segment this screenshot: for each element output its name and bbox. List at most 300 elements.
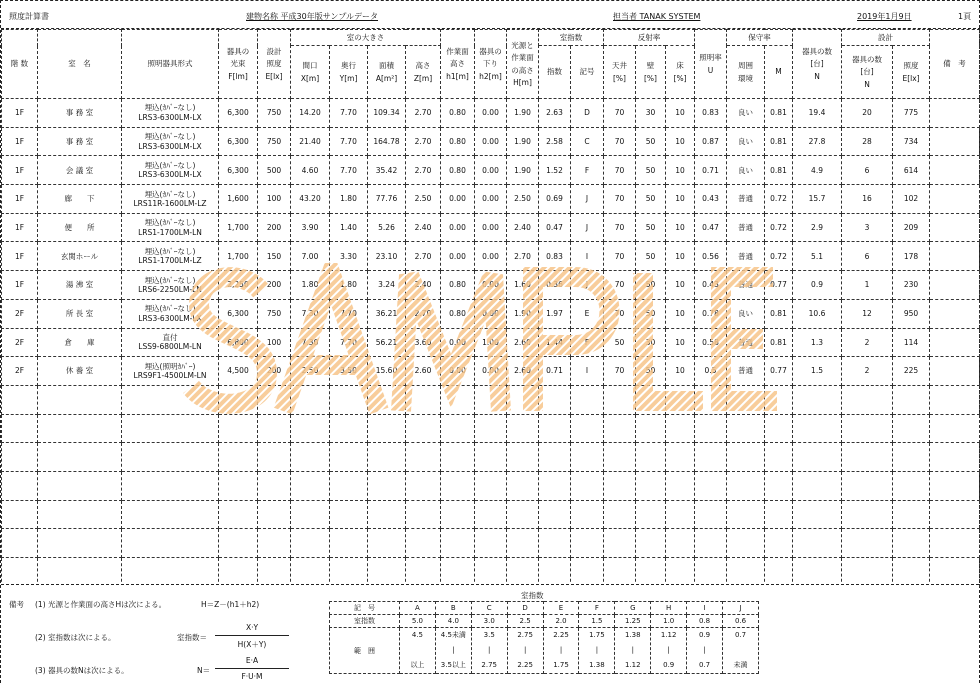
- cell-flux: 6,800: [219, 328, 258, 357]
- cell-util: 0.43: [695, 185, 727, 214]
- cell-h1: 0.00: [441, 242, 475, 271]
- empty-row: [2, 443, 980, 472]
- empty-cell: [330, 385, 368, 414]
- cell-m: 0.81: [765, 156, 793, 185]
- col-floor: 階 数: [2, 30, 38, 99]
- cell-fixture: [122, 357, 219, 386]
- cell-floor: 2F: [2, 357, 38, 386]
- empty-cell: [441, 443, 475, 472]
- cell-wall: 30: [636, 99, 666, 128]
- cell-area: 36.21: [368, 299, 406, 328]
- cell-floor: 1F: [2, 156, 38, 185]
- rix-symbol: J: [723, 602, 759, 615]
- cell-m: 0.77: [765, 271, 793, 300]
- empty-cell: [604, 443, 636, 472]
- cell-env: 普通: [727, 328, 765, 357]
- cell-floor: 1F: [2, 99, 38, 128]
- formula-3-lhs: N＝: [197, 666, 211, 675]
- rix-range-mid: |: [703, 646, 706, 654]
- cell-env: 普通: [727, 213, 765, 242]
- cell-x: 7.30: [291, 299, 330, 328]
- cell-y: 7.70: [330, 99, 368, 128]
- cell-symbol: F: [571, 328, 604, 357]
- cell-area: 3.24: [368, 271, 406, 300]
- empty-cell: [475, 529, 507, 558]
- col-design-count-l2: [台]: [860, 67, 874, 77]
- cell-x: 14.20: [291, 99, 330, 128]
- rix-range-mid: |: [631, 646, 634, 654]
- rix-range: [615, 628, 651, 674]
- empty-cell: [330, 558, 368, 587]
- cell-room: 便 所: [38, 213, 122, 242]
- cell-room: 玄関ホール: [38, 242, 122, 271]
- empty-cell: [122, 529, 219, 558]
- rix-range-bottom: 1.38: [589, 661, 605, 669]
- cell-fixture: [122, 271, 219, 300]
- empty-cell: [666, 385, 695, 414]
- col-env-l1: 周囲: [738, 61, 754, 71]
- rix-range-bottom: 2.25: [517, 661, 533, 669]
- empty-cell: [604, 414, 636, 443]
- cell-h1: 0.80: [441, 99, 475, 128]
- building-name: 建物名称 平成30年版サンプルデータ: [246, 12, 379, 21]
- fixture-line: LRS6-2250LM-LN: [138, 284, 202, 294]
- empty-row: [2, 558, 980, 587]
- col-h-l3: の高さ: [511, 65, 534, 75]
- cell-area: 35.42: [368, 156, 406, 185]
- empty-cell: [219, 443, 258, 472]
- empty-cell: [406, 558, 441, 587]
- cell-m: 0.81: [765, 127, 793, 156]
- date: 2019年1月9日: [857, 12, 912, 21]
- empty-cell: [2, 443, 38, 472]
- cell-symbol: D: [571, 99, 604, 128]
- empty-cell: [291, 414, 330, 443]
- empty-cell: [258, 471, 291, 500]
- empty-cell: [219, 471, 258, 500]
- empty-cell: [727, 443, 765, 472]
- empty-cell: [291, 558, 330, 587]
- empty-cell: [695, 529, 727, 558]
- cell-h: 2.60: [507, 328, 539, 357]
- cell-design-illum: 614: [893, 156, 930, 185]
- cell-remarks: [930, 127, 980, 156]
- col-design-illum-l2: E[lx]: [902, 73, 920, 83]
- cell-floor-reflect: 10: [666, 242, 695, 271]
- empty-cell: [571, 443, 604, 472]
- cell-floor: 1F: [2, 185, 38, 214]
- rix-range-bottom: 0.7: [699, 661, 711, 669]
- cell-fixture: [122, 156, 219, 185]
- table-row: [2, 127, 980, 156]
- cell-h2: 0.00: [475, 271, 507, 300]
- rix-range: [651, 628, 687, 674]
- empty-cell: [368, 414, 406, 443]
- col-design-illum: [893, 46, 930, 99]
- cell-floor-reflect: 10: [666, 99, 695, 128]
- col-count-l1: 器具の数: [802, 46, 833, 56]
- empty-cell: [122, 443, 219, 472]
- rix-range-bottom: 3.5以上: [440, 661, 466, 669]
- empty-row: [2, 414, 980, 443]
- empty-cell: [893, 443, 930, 472]
- cell-ceiling: 70: [604, 299, 636, 328]
- rix-range: [507, 628, 543, 674]
- cell-h: 2.70: [507, 242, 539, 271]
- cell-m: 0.81: [765, 299, 793, 328]
- empty-cell: [842, 500, 893, 529]
- fixture-line: 埋込(ｶﾊﾞｰなし): [144, 160, 196, 170]
- rix-value: 5.0: [400, 615, 436, 628]
- rix-symbol-label: 記 号: [330, 602, 400, 615]
- cell-design-count: 16: [842, 185, 893, 214]
- fixture-line: 埋込(ｶﾊﾞｰなし): [144, 304, 196, 314]
- cell-h2: 0.00: [475, 99, 507, 128]
- col-a-l2: A[m²]: [375, 73, 398, 83]
- cell-m: 0.72: [765, 185, 793, 214]
- cell-env: 普通: [727, 185, 765, 214]
- cell-design-illum: 775: [893, 99, 930, 128]
- cell-illum: 200: [258, 357, 291, 386]
- rix-range: [579, 628, 615, 674]
- cell-h: 2.40: [507, 213, 539, 242]
- rix-symbol: G: [615, 602, 651, 615]
- empty-cell: [666, 414, 695, 443]
- empty-cell: [842, 443, 893, 472]
- empty-cell: [727, 500, 765, 529]
- empty-cell: [636, 385, 666, 414]
- col-a-l1: 面積: [379, 61, 394, 71]
- cell-fixture: [122, 213, 219, 242]
- empty-row: [2, 529, 980, 558]
- formula-3-fraction: [215, 656, 289, 681]
- lighting-table: [1, 29, 980, 587]
- cell-illum: 200: [258, 271, 291, 300]
- notes-section: [1, 584, 979, 684]
- empty-cell: [893, 529, 930, 558]
- col-design-illum-l1: 照度: [903, 61, 919, 71]
- empty-cell: [38, 414, 122, 443]
- cell-illum: 100: [258, 328, 291, 357]
- cell-x: 7.30: [291, 328, 330, 357]
- cell-z: 2.70: [406, 299, 441, 328]
- col-h-l4: H[m]: [513, 77, 532, 87]
- empty-cell: [727, 385, 765, 414]
- cell-count: 19.4: [793, 99, 842, 128]
- cell-count: 1.5: [793, 357, 842, 386]
- cell-env: 良い: [727, 127, 765, 156]
- cell-illum: 750: [258, 127, 291, 156]
- empty-cell: [727, 529, 765, 558]
- col-util-l1: 照明率: [699, 53, 722, 63]
- sheet-header: [1, 1, 980, 29]
- cell-h2: 0.00: [475, 299, 507, 328]
- cell-design-illum: 178: [893, 242, 930, 271]
- rix-range-mid: |: [667, 646, 670, 654]
- col-count-l2: [台]: [810, 59, 824, 69]
- empty-cell: [38, 558, 122, 587]
- cell-z: 2.50: [406, 185, 441, 214]
- cell-floor-reflect: 10: [666, 299, 695, 328]
- fixture-line: 埋込(ｶﾊﾞｰなし): [144, 218, 196, 228]
- cell-area: 56.21: [368, 328, 406, 357]
- cell-count: 5.1: [793, 242, 842, 271]
- rix-range-bottom: 未満: [733, 661, 748, 669]
- cell-symbol: C: [571, 127, 604, 156]
- empty-cell: [475, 385, 507, 414]
- cell-wall: 50: [636, 299, 666, 328]
- col-illum-l3: E[lx]: [265, 71, 283, 81]
- cell-ceiling: 70: [604, 185, 636, 214]
- cell-flux: 6,300: [219, 99, 258, 128]
- cell-design-count: 2: [842, 328, 893, 357]
- cell-fixture: [122, 328, 219, 357]
- empty-cell: [258, 500, 291, 529]
- col-y-l2: Y[m]: [339, 73, 358, 83]
- cell-room: 所 長 室: [38, 299, 122, 328]
- cell-area: 109.34: [368, 99, 406, 128]
- col-group-room-index: 室指数: [539, 30, 604, 46]
- col-floor-reflect: [666, 46, 695, 99]
- col-y: [330, 46, 368, 99]
- cell-y: 7.70: [330, 299, 368, 328]
- cell-illum: 100: [258, 185, 291, 214]
- empty-cell: [695, 443, 727, 472]
- cell-remarks: [930, 99, 980, 128]
- empty-cell: [765, 471, 793, 500]
- empty-cell: [893, 558, 930, 587]
- cell-z: 2.40: [406, 213, 441, 242]
- cell-design-count: 28: [842, 127, 893, 156]
- cell-design-illum: 230: [893, 271, 930, 300]
- empty-cell: [330, 443, 368, 472]
- cell-design-count: 12: [842, 299, 893, 328]
- cell-h: 1.90: [507, 99, 539, 128]
- empty-cell: [475, 443, 507, 472]
- cell-ceiling: 50: [604, 328, 636, 357]
- cell-count: 15.7: [793, 185, 842, 214]
- cell-h: 2.50: [507, 185, 539, 214]
- empty-cell: [406, 529, 441, 558]
- cell-room: 事 務 室: [38, 127, 122, 156]
- cell-h1: 0.80: [441, 271, 475, 300]
- cell-symbol: F: [571, 156, 604, 185]
- rix-range-mid: [723, 643, 758, 658]
- empty-cell: [571, 471, 604, 500]
- empty-cell: [406, 471, 441, 500]
- empty-cell: [539, 471, 571, 500]
- empty-cell: [930, 558, 980, 587]
- fixture-line: 埋込(ｶﾊﾞｰなし): [144, 189, 196, 199]
- cell-m: 0.72: [765, 213, 793, 242]
- empty-cell: [441, 529, 475, 558]
- cell-index: 0.83: [539, 242, 571, 271]
- empty-cell: [666, 558, 695, 587]
- col-h1-l1: 作業面: [446, 46, 469, 56]
- col-util-l2: U: [707, 65, 714, 75]
- cell-z: 2.60: [406, 357, 441, 386]
- empty-cell: [539, 385, 571, 414]
- cell-index: 0.69: [539, 185, 571, 214]
- col-room: 室 名: [38, 30, 122, 99]
- fixture-line: LRS1-1700LM-LN: [138, 227, 202, 237]
- cell-z: 2.40: [406, 271, 441, 300]
- note-2: (2) 室指数は次による。: [35, 633, 116, 642]
- empty-cell: [666, 500, 695, 529]
- cell-h1: 0.80: [441, 299, 475, 328]
- cell-count: 0.9: [793, 271, 842, 300]
- col-m: M: [765, 46, 793, 99]
- cell-remarks: [930, 328, 980, 357]
- cell-fixture: [122, 127, 219, 156]
- cell-flux: 1,700: [219, 213, 258, 242]
- empty-cell: [893, 385, 930, 414]
- col-h1-l2: 高さ: [450, 59, 465, 69]
- room-index-table: [329, 601, 759, 674]
- cell-room: 湯 沸 室: [38, 271, 122, 300]
- empty-row: [2, 471, 980, 500]
- rix-value: 2.0: [543, 615, 579, 628]
- cell-index: 0.71: [539, 357, 571, 386]
- empty-cell: [571, 500, 604, 529]
- empty-cell: [291, 471, 330, 500]
- empty-cell: [330, 414, 368, 443]
- empty-cell: [441, 385, 475, 414]
- cell-design-count: 6: [842, 242, 893, 271]
- cell-h2: 0.00: [475, 213, 507, 242]
- cell-flux: 6,300: [219, 299, 258, 328]
- empty-cell: [765, 414, 793, 443]
- empty-cell: [475, 558, 507, 587]
- cell-util: 0.5: [695, 357, 727, 386]
- col-x: [291, 46, 330, 99]
- empty-cell: [604, 385, 636, 414]
- cell-y: 1.80: [330, 271, 368, 300]
- empty-cell: [441, 414, 475, 443]
- empty-cell: [122, 558, 219, 587]
- cell-symbol: I: [571, 357, 604, 386]
- cell-z: 2.70: [406, 242, 441, 271]
- cell-count: 4.9: [793, 156, 842, 185]
- cell-env: 普通: [727, 271, 765, 300]
- rix-range: [435, 628, 471, 674]
- cell-env: 普通: [727, 242, 765, 271]
- cell-h2: 0.00: [475, 185, 507, 214]
- rix-range-top: 4.5未満: [440, 631, 466, 639]
- cell-index: 1.97: [539, 299, 571, 328]
- cell-ceiling: 70: [604, 271, 636, 300]
- cell-y: 7.70: [330, 156, 368, 185]
- empty-cell: [38, 443, 122, 472]
- cell-floor-reflect: 10: [666, 271, 695, 300]
- col-illum: [258, 30, 291, 99]
- formula-3-denominator: F·U·M: [241, 672, 263, 681]
- empty-cell: [507, 529, 539, 558]
- cell-count: 2.9: [793, 213, 842, 242]
- cell-design-illum: 209: [893, 213, 930, 242]
- empty-cell: [930, 414, 980, 443]
- empty-cell: [636, 529, 666, 558]
- empty-cell: [368, 385, 406, 414]
- cell-room: 廊 下: [38, 185, 122, 214]
- empty-cell: [368, 558, 406, 587]
- cell-h1: 0.00: [441, 357, 475, 386]
- empty-cell: [2, 414, 38, 443]
- empty-cell: [793, 558, 842, 587]
- empty-cell: [122, 471, 219, 500]
- col-util: [695, 30, 727, 99]
- col-h: [507, 30, 539, 99]
- document-title: 照度計算書: [9, 12, 49, 21]
- table-row: [2, 213, 980, 242]
- rix-range-mid: |: [488, 646, 491, 654]
- fixture-line: 埋込(ｶﾊﾞｰなし): [144, 246, 196, 256]
- rix-value: 1.5: [579, 615, 615, 628]
- empty-cell: [441, 471, 475, 500]
- rix-range-bottom: 2.75: [481, 661, 498, 669]
- empty-cell: [219, 385, 258, 414]
- empty-cell: [2, 471, 38, 500]
- cell-util: 0.83: [695, 99, 727, 128]
- col-z-l2: Z[m]: [413, 73, 433, 83]
- col-h2-l3: h2[m]: [479, 71, 502, 81]
- rix-range: [543, 628, 579, 674]
- cell-remarks: [930, 242, 980, 271]
- cell-wall: 50: [636, 127, 666, 156]
- formula-2-lhs: 室指数＝: [177, 633, 207, 642]
- cell-floor: 2F: [2, 299, 38, 328]
- fixture-line: 埋込(ｶﾊﾞｰなし): [144, 103, 196, 113]
- cell-area: 15.60: [368, 357, 406, 386]
- empty-cell: [368, 500, 406, 529]
- rix-value: 4.0: [435, 615, 471, 628]
- empty-cell: [765, 500, 793, 529]
- empty-cell: [475, 471, 507, 500]
- cell-y: 3.30: [330, 242, 368, 271]
- cell-index: 1.44: [539, 328, 571, 357]
- cell-x: 2.50: [291, 357, 330, 386]
- cell-y: 7.70: [330, 127, 368, 156]
- cell-fixture: [122, 185, 219, 214]
- cell-x: 7.00: [291, 242, 330, 271]
- empty-cell: [793, 443, 842, 472]
- empty-cell: [636, 500, 666, 529]
- empty-cell: [793, 500, 842, 529]
- cell-flux: 6,300: [219, 127, 258, 156]
- formula-1: H＝Z－(h1＋h2): [201, 600, 260, 609]
- rix-range: [471, 628, 507, 674]
- table-row: [2, 271, 980, 300]
- table-row: [2, 99, 980, 128]
- rix-value: 2.5: [507, 615, 543, 628]
- col-h-l2: 作業面: [511, 53, 534, 63]
- rix-value: 0.6: [723, 615, 759, 628]
- empty-cell: [258, 529, 291, 558]
- empty-cell: [219, 558, 258, 587]
- col-h1: [441, 30, 475, 99]
- empty-cell: [406, 443, 441, 472]
- cell-symbol: I: [571, 242, 604, 271]
- cell-design-count: 1: [842, 271, 893, 300]
- empty-cell: [793, 529, 842, 558]
- cell-h: 1.60: [507, 271, 539, 300]
- empty-cell: [291, 529, 330, 558]
- empty-cell: [727, 471, 765, 500]
- empty-cell: [330, 529, 368, 558]
- cell-h2: 0.00: [475, 357, 507, 386]
- cell-design-count: 6: [842, 156, 893, 185]
- cell-remarks: [930, 299, 980, 328]
